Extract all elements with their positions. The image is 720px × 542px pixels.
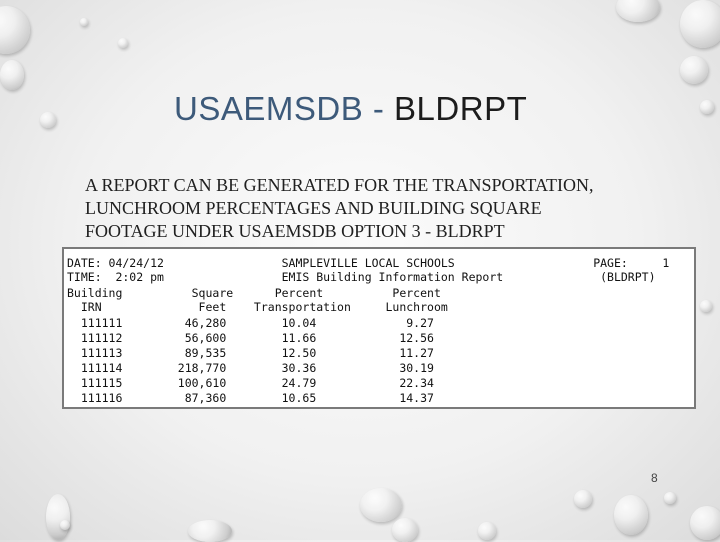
report-row: 111114 218,770 30.36 30.19 xyxy=(67,361,434,375)
slide-body-text: A REPORT CAN BE GENERATED FOR THE TRANSPORTATION, LUNCHROOM PERCENTAGES AND BUILDING SQUARE FOOTAGE UNDER USAEMSDB OPTION 3 - BLDRPT xyxy=(85,175,594,241)
water-drop-decoration xyxy=(574,490,592,508)
page-number: 8 xyxy=(651,471,658,485)
water-drop-decoration xyxy=(46,494,70,540)
slide-title-suffix: BLDRPT xyxy=(394,90,528,127)
slide-title xyxy=(174,90,527,128)
water-drop-decoration xyxy=(118,38,128,48)
water-drop-decoration xyxy=(0,60,24,90)
water-drop-decoration xyxy=(680,0,720,48)
water-drop-decoration xyxy=(188,520,232,542)
report-line-time: TIME: 2:02 pm EMIS Building Information Report (BLDRPT) xyxy=(67,270,656,284)
report-row: 111115 100,610 24.79 22.34 xyxy=(67,376,434,390)
water-drop-decoration xyxy=(664,492,676,504)
water-drop-decoration xyxy=(690,506,720,540)
water-drop-decoration xyxy=(0,6,30,54)
water-drop-decoration xyxy=(680,56,708,84)
report-column-header-1: Building Square Percent Percent xyxy=(67,286,441,300)
slide-title-prefix: USAEMSDB - xyxy=(174,90,395,127)
water-drop-decoration xyxy=(80,18,88,26)
report-row: 111112 56,600 11.66 12.56 xyxy=(67,331,434,345)
report-column-header-2: IRN Feet Transportation Lunchroom xyxy=(67,300,448,314)
report-screenshot xyxy=(62,247,696,409)
report-line-date: DATE: 04/24/12 SAMPLEVILLE LOCAL SCHOOLS PAGE: 1 xyxy=(67,256,670,270)
water-drop-decoration xyxy=(360,488,402,522)
report-row: 111116 87,360 10.65 14.37 xyxy=(67,391,434,405)
report-row: 111111 46,280 10.04 9.27 xyxy=(67,316,434,330)
water-drop-decoration xyxy=(60,520,70,530)
water-drop-decoration xyxy=(700,300,712,312)
water-drop-decoration xyxy=(478,522,496,540)
water-drop-decoration xyxy=(616,0,660,22)
report-row: 111113 89,535 12.50 11.27 xyxy=(67,346,434,360)
water-drop-decoration xyxy=(40,112,56,128)
water-drop-decoration xyxy=(700,100,714,114)
water-drop-decoration xyxy=(614,495,648,535)
water-drop-decoration xyxy=(392,518,418,542)
